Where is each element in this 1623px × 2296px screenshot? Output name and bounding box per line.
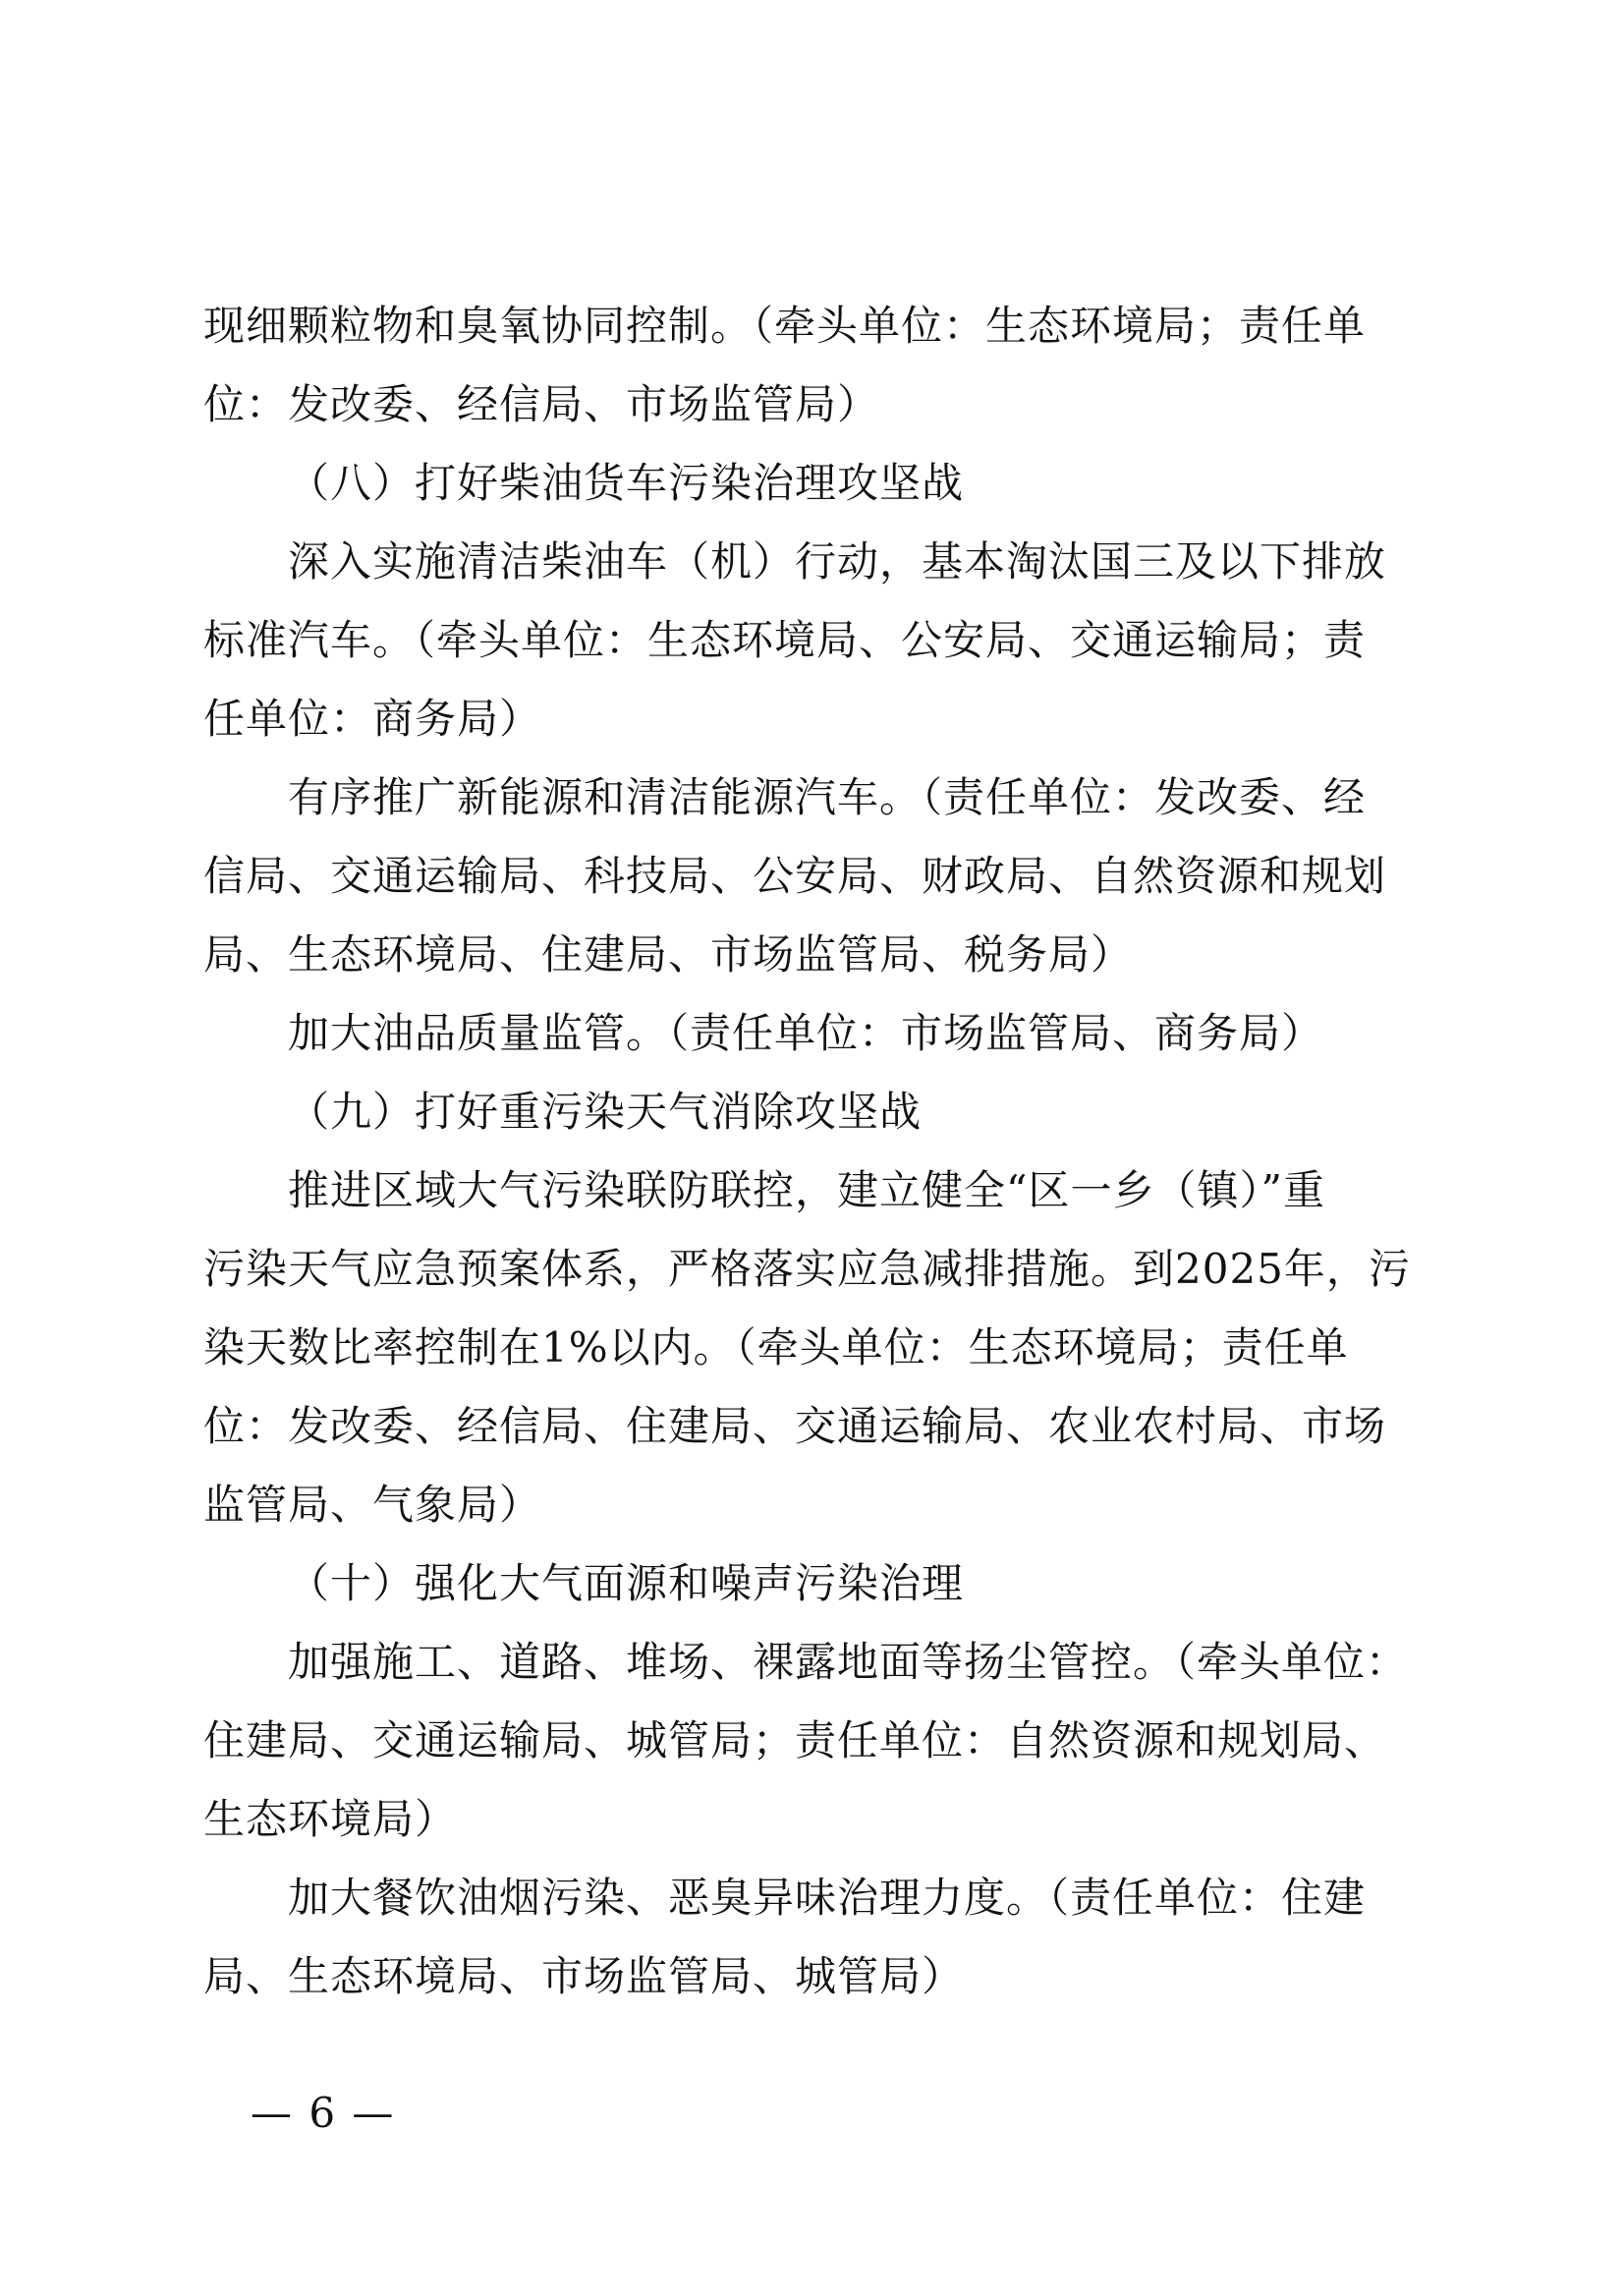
text-line: 位：发改委、经信局、市场监管局）: [203, 380, 880, 428]
text-line: 局、生态环境局、市场监管局、城管局）: [203, 1952, 965, 2000]
text-line: 标准汽车。（牵头单位：生态环境局、公安局、交通运输局；责: [203, 616, 1367, 664]
text-line: 污染天气应急预案体系，严格落实应急减排措施。到2025年，污: [203, 1245, 1411, 1293]
paragraph-start: 加大餐饮油烟污染、恶臭异味治理力度。（责任单位：住建: [288, 1874, 1367, 1922]
text-line: 信局、交通运输局、科技局、公安局、财政局、自然资源和规划: [203, 852, 1387, 900]
section-heading: （九）打好重污染天气消除攻坚战: [288, 1088, 923, 1136]
text-line: 住建局、交通运输局、城管局；责任单位：自然资源和规划局、: [203, 1716, 1387, 1764]
text-line: 监管局、气象局）: [203, 1481, 542, 1529]
section-heading: （八）打好柴油货车污染治理攻坚战: [288, 459, 965, 507]
text-line: 位：发改委、经信局、住建局、交通运输局、农业农村局、市场: [203, 1402, 1387, 1450]
paragraph-start: 加强施工、道路、堆场、裸露地面等扬尘管控。（牵头单位：: [288, 1638, 1409, 1686]
page-number: — 6 —: [251, 2089, 396, 2137]
section-heading: （十）强化大气面源和噪声污染治理: [288, 1559, 965, 1607]
text-line: 现细颗粒物和臭氧协同控制。（牵头单位：生态环境局；责任单: [203, 302, 1367, 350]
text-line: 局、生态环境局、住建局、市场监管局、税务局）: [203, 930, 1134, 979]
paragraph-start: 深入实施清洁柴油车（机）行动，基本淘汰国三及以下排放: [288, 537, 1387, 586]
text-line: 染天数比率控制在1%以内。（牵头单位：生态环境局；责任单: [203, 1323, 1349, 1372]
paragraph-start: 有序推广新能源和清洁能源汽车。（责任单位：发改委、经: [288, 773, 1367, 821]
text-line: 生态环境局）: [203, 1795, 458, 1843]
paragraph-start: 推进区域大气污染联防联控，建立健全“区一乡（镇）”重: [288, 1166, 1325, 1214]
paragraph-start: 加大油品质量监管。（责任单位：市场监管局、商务局）: [288, 1009, 1324, 1057]
text-line: 任单位：商务局）: [203, 695, 542, 743]
